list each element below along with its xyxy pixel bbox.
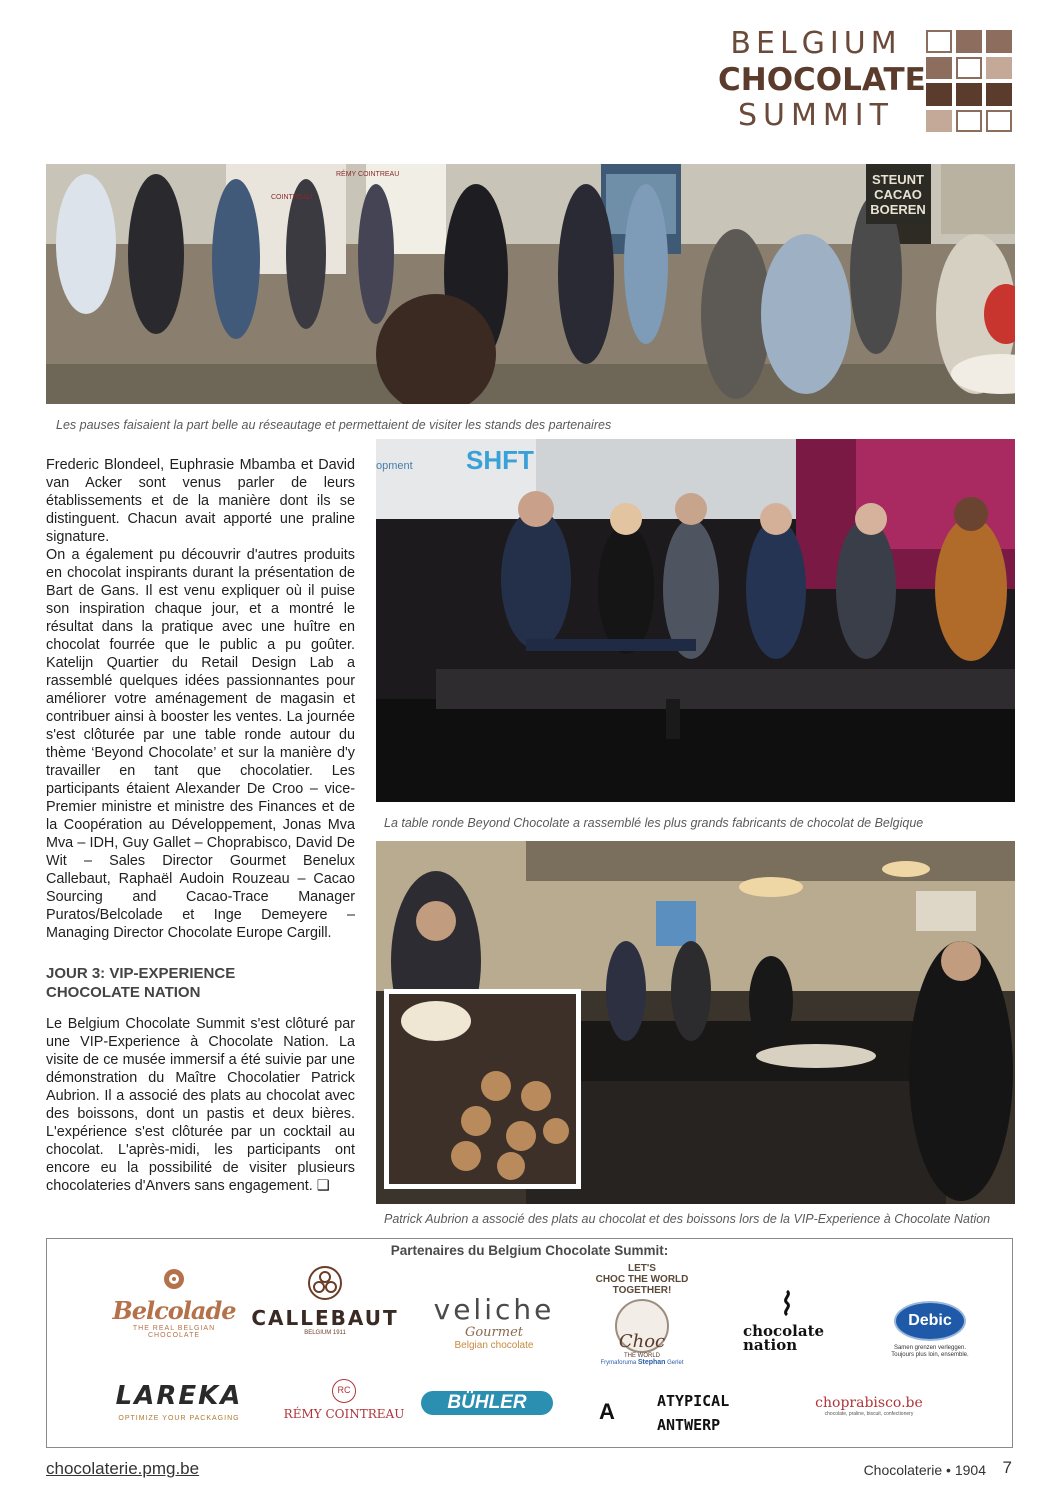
logo-debic — [865, 1301, 995, 1359]
choc-sponsor-3: Gerlet — [667, 1360, 684, 1366]
caption-photo-2: La table ronde Beyond Chocolate a rassemblé les plus grands fabricants de chocolat de Belgique — [384, 816, 924, 830]
veliche-name: veliche — [433, 1293, 555, 1326]
atypical-line-1: ATYPICAL — [657, 1392, 730, 1410]
section-heading-line-2: CHOCOLATE NATION — [46, 984, 201, 1001]
article-paragraph-2: On a également pu découvrir d'autres produits en chocolat inspirants durant la présentation de Bart de Gans. Il est venu expliquer où il puise son inspiration chaque jour, et a montré le résultat dans la pratique avec une huître en chocolat fourrée que le public a pu goûter. Katelijn Quartier du Retail Design Lab a rassemblé quelques idées passionnantes pour améliorer votre aménagement de magasin et contribuer ainsi à booster les ventes. La journée s'est clôturée par une table ronde autour du thème ‘Beyond Chocolate’ et sur la manière d'y travailler en tant que chocolatier. Les participants étaient Alexander De Croo – vice-Premier ministre et ministre des Finances et de la Coopération au Développement, Jonas Mva Mva – IDH, Guy Gallet – Choprabisco, David De Wit – Sales Director Gourmet Benelux Callebaut, Raphaël Audoin Rouzeau – Cacao Sourcing and Cacao-Trace Manager Puratos/Belcolade et Inge Demeyere – Managing Director Chocolate Europe Cargill. — [46, 547, 355, 941]
callebaut-emblem-icon — [307, 1265, 343, 1301]
callebaut-name: CALLEBAUT — [251, 1306, 399, 1330]
lareka-tagline: OPTIMIZE YOUR PACKAGING — [118, 1415, 240, 1422]
caption-photo-1: Les pauses faisaient la part belle au réseautage et permettaient de visiter les stands des partenaires — [56, 418, 612, 432]
logo-chocolate-nation — [737, 1289, 837, 1352]
summit-logo — [718, 26, 1018, 136]
partners-box — [46, 1238, 1013, 1448]
veliche-tagline: Belgian chocolate — [454, 1340, 534, 1351]
choc-sponsor-2: Stephan — [637, 1359, 666, 1366]
partners-title: Partenaires du Belgium Chocolate Summit: — [390, 1243, 669, 1258]
page-number: 7 — [1002, 1458, 1012, 1477]
atypical-a-icon: A — [599, 1399, 615, 1424]
footer-website-link[interactable]: chocolaterie.pmg.be — [46, 1459, 200, 1478]
section-heading — [46, 964, 355, 1002]
chocolate-nation-line-1: chocolate — [743, 1322, 825, 1340]
photo-round-table — [376, 439, 1015, 802]
debic-name: Debic — [894, 1301, 966, 1341]
photo-cointreau: COINTREAU — [271, 194, 313, 201]
article-column — [46, 456, 355, 942]
logo-lareka — [103, 1381, 255, 1422]
photo-networking — [46, 164, 1015, 404]
photo-screen-small: opment — [376, 460, 413, 472]
logo-grid-icon — [926, 30, 1012, 132]
banner-boeren: BOEREN — [870, 202, 926, 217]
chocolate-nation-line-2: nation — [743, 1336, 798, 1354]
photo-vip-experience — [376, 841, 1015, 1204]
logo-buhler — [421, 1391, 553, 1415]
remy-emblem-icon: RC — [332, 1379, 356, 1403]
buhler-name: BÜHLER — [421, 1391, 553, 1415]
atypical-line-2: ANTWERP — [657, 1416, 721, 1434]
article-column-2 — [46, 1015, 355, 1195]
belcolade-name: Belcolade — [112, 1296, 236, 1325]
choc-sponsor-1: Frymaforuma — [600, 1360, 637, 1366]
logo-choc-the-world — [577, 1263, 707, 1366]
caption-photo-3: Patrick Aubrion a associé des plats au chocolat et des boissons lors de la VIP-Experience à Chocolate Nation — [384, 1212, 991, 1226]
logo-callebaut — [251, 1265, 399, 1336]
logo-veliche — [429, 1295, 559, 1351]
photo-screen-text: SHFT — [466, 445, 534, 475]
logo-line-3: SUMMIT — [738, 98, 894, 133]
callebaut-tagline: BELGIUM 1911 — [304, 1330, 346, 1336]
article-paragraph-1: Frederic Blondeel, Euphrasie Mbamba et David van Acker sont venus parler de leurs établissements et de la manière dont ils se distinguent. Chacun avait apporté une praline signature. — [46, 457, 355, 545]
choprabisco-name: choprabisco.be — [815, 1395, 923, 1411]
choc-slogan: LET'S CHOC THE WORLD TOGETHER! — [595, 1263, 689, 1296]
banner-cacao: CACAO — [874, 187, 922, 202]
section-heading-line-1: JOUR 3: VIP-EXPERIENCE — [46, 965, 236, 982]
choprabisco-tagline: chocolate, praline, biscuit, confectionery — [824, 1411, 914, 1417]
lareka-name: LAREKA — [115, 1381, 243, 1411]
logo-line-2: CHOCOLATE — [718, 62, 926, 98]
choc-sponsors — [577, 1359, 707, 1366]
logo-choprabisco — [791, 1395, 947, 1417]
footer-issue: Chocolaterie • 1904 — [863, 1462, 986, 1478]
choc-name: Choc — [618, 1331, 666, 1352]
logo-text — [718, 26, 926, 134]
belcolade-swirl-icon — [162, 1267, 186, 1291]
veliche-gourmet: Gourmet — [464, 1325, 524, 1340]
choc-tagline: THE WORLD — [624, 1353, 660, 1359]
logo-belcolade — [109, 1267, 239, 1339]
logo-atypical-antwerp — [599, 1389, 749, 1437]
chocolate-nation-icon — [780, 1289, 794, 1319]
remy-name: RÉMY COINTREAU — [283, 1407, 405, 1421]
logo-line-1: BELGIUM — [730, 26, 902, 61]
photo-remy: RÉMY COINTREAU — [336, 171, 400, 178]
article-paragraph-3: Le Belgium Chocolate Summit s'est clôturé par une VIP-Experience à Chocolate Nation. La visite de ce musée immersif a été suivie par une démonstration du Maître Chocolatier Patrick Aubrion. Il a associé des plats au chocolat avec des boissons, dont un pastis et deux bières. L'expérience s'est clôturée par un cocktail au chocolat. L'après-midi, les participants ont encore eu la possibilité de visiter plusieurs chocolateries d'Anvers sans engagement. ❑ — [46, 1016, 355, 1194]
debic-tagline: Samen grenzen verleggen. Toujours plus loin, ensemble. — [891, 1345, 969, 1358]
belcolade-tagline: THE REAL BELGIAN CHOCOLATE — [132, 1325, 216, 1339]
banner-steunt: STEUNT — [872, 172, 924, 187]
logo-remy-cointreau — [279, 1379, 409, 1421]
